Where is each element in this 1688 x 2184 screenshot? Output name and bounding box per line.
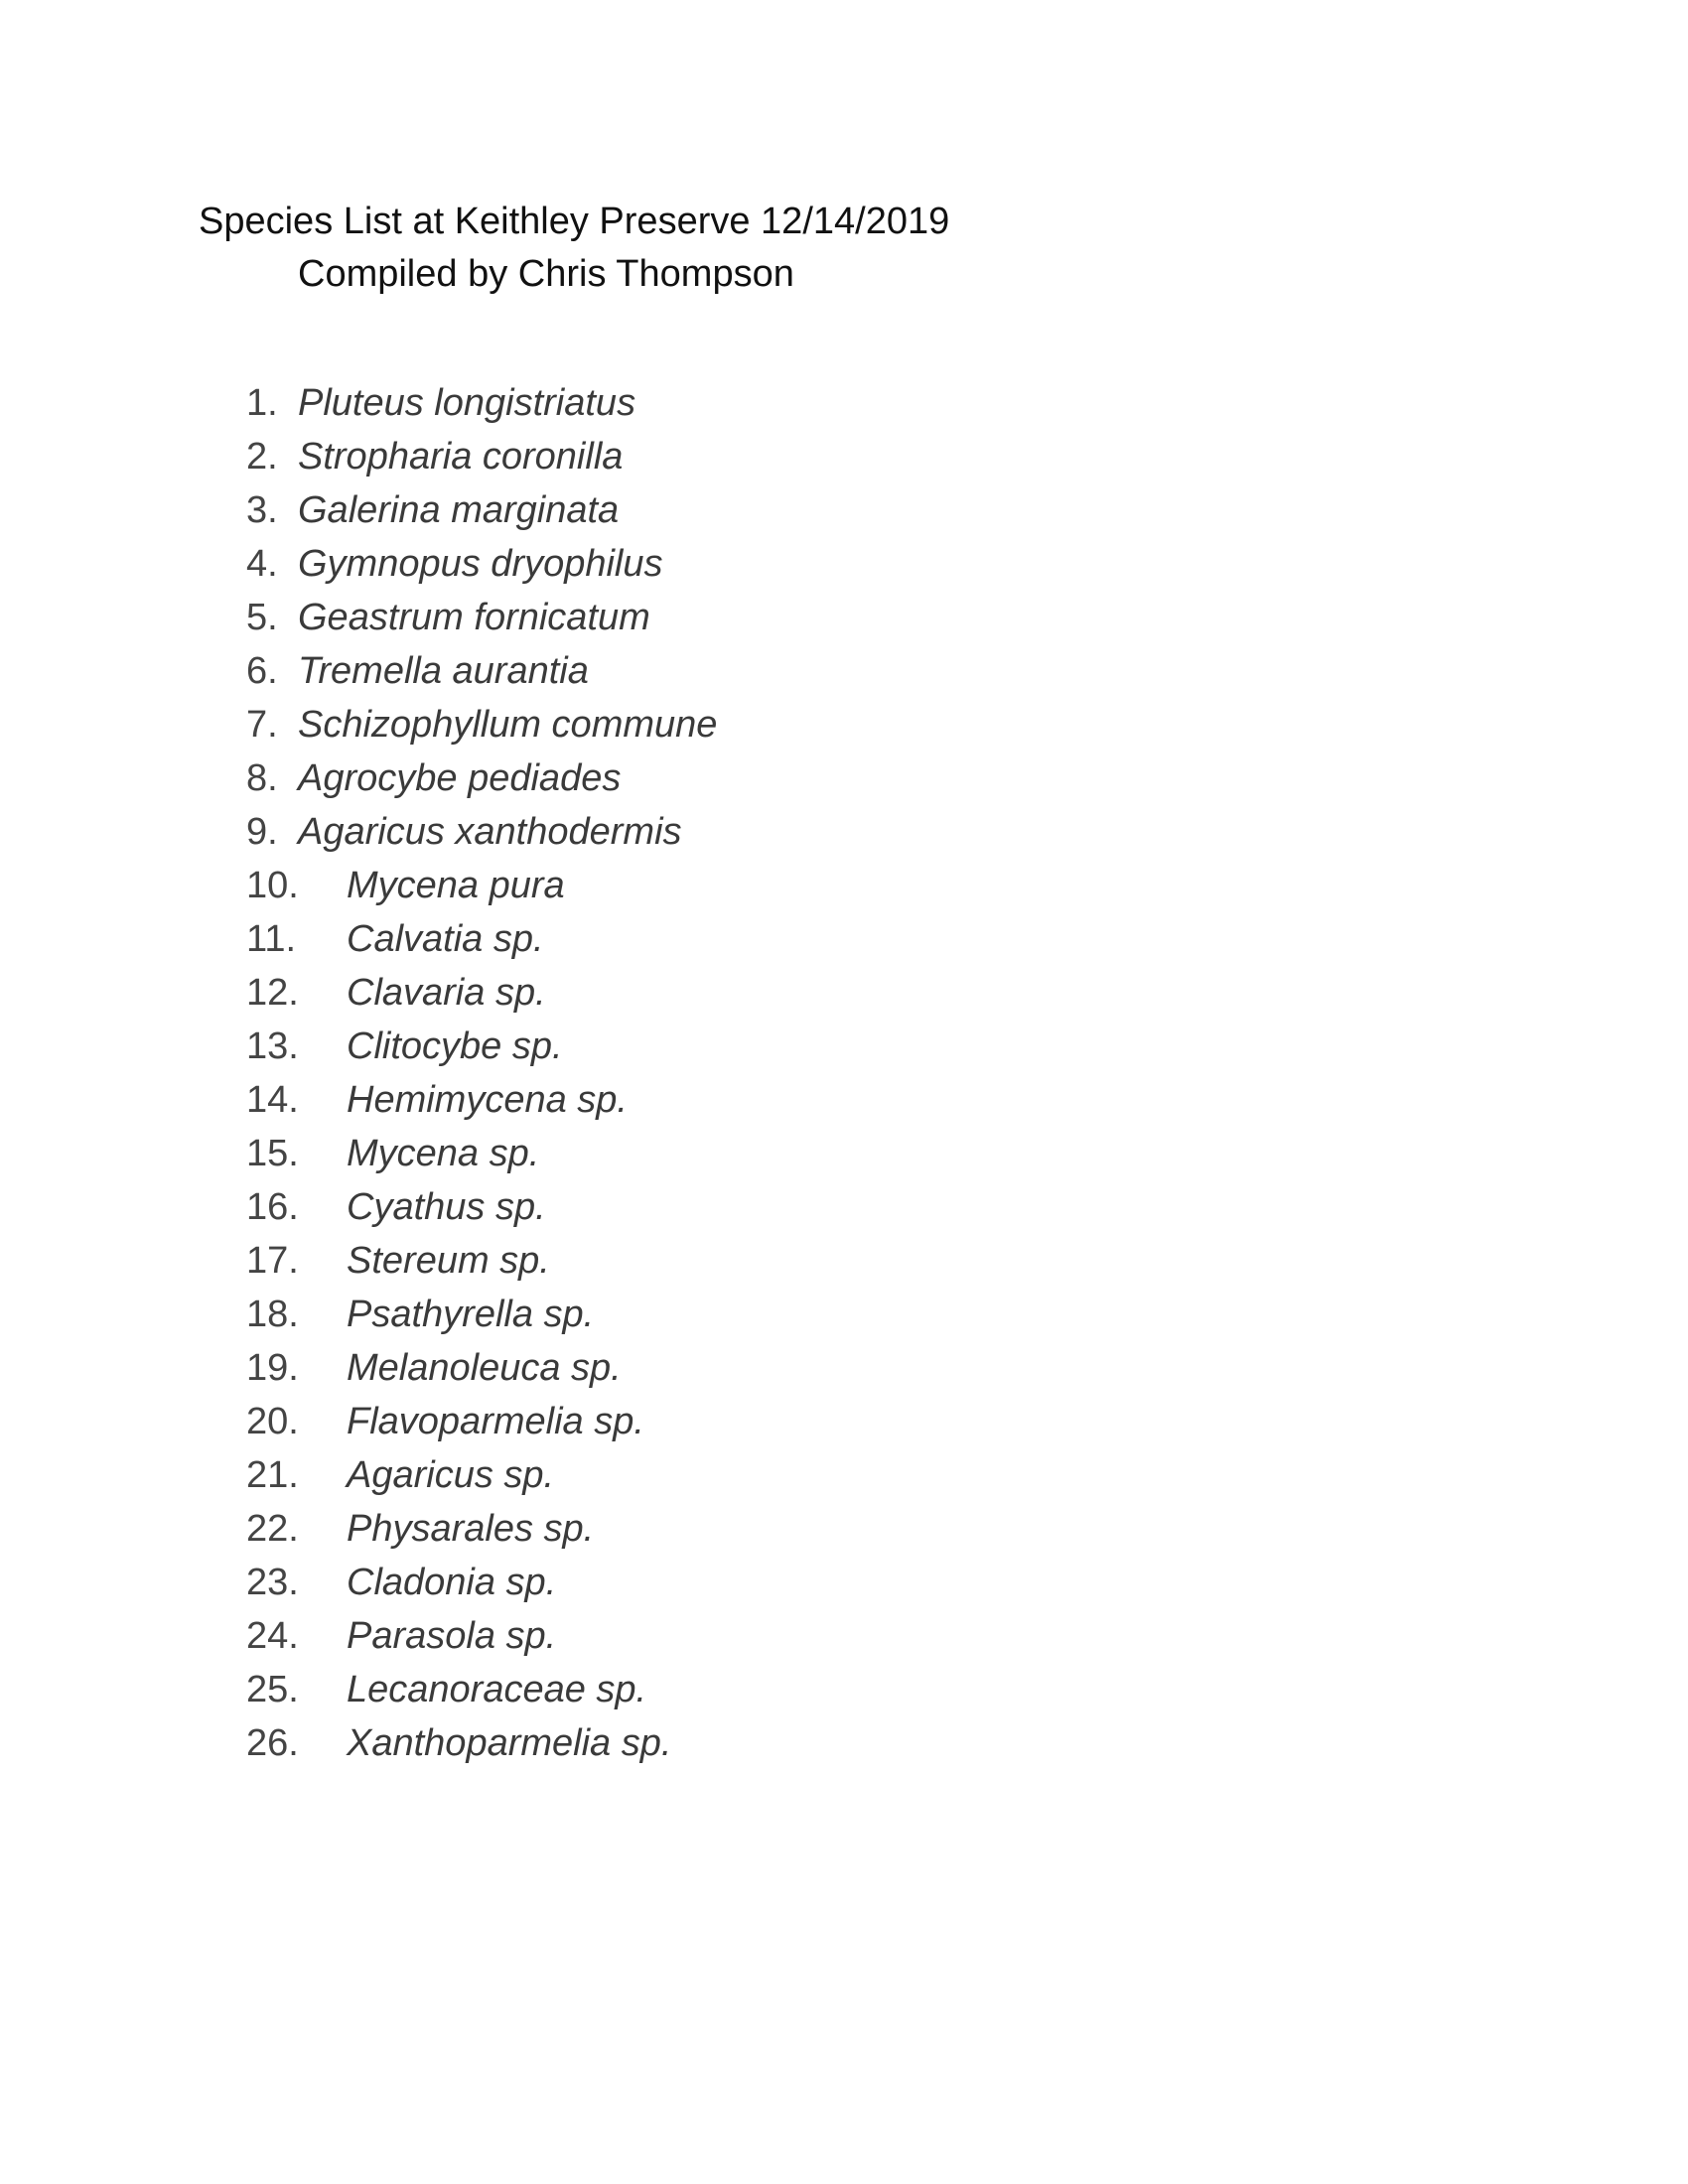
species-name: Schizophyllum commune <box>298 704 718 746</box>
species-name: Agaricus xanthodermis <box>298 811 682 853</box>
species-name: Tremella aurantia <box>298 650 589 692</box>
species-name: Agaricus sp. <box>347 1454 555 1496</box>
list-item-number: 13. <box>246 1025 299 1067</box>
list-item-number: 26. <box>246 1722 299 1764</box>
list-item-number: 25. <box>246 1669 299 1710</box>
list-item-number: 6. <box>246 650 278 692</box>
list-item-number: 10. <box>246 865 299 906</box>
list-item-number: 3. <box>246 489 278 531</box>
species-name: Cyathus sp. <box>347 1186 546 1228</box>
species-name: Clitocybe sp. <box>347 1025 563 1067</box>
species-name: Psathyrella sp. <box>347 1294 595 1335</box>
list-item-number: 2. <box>246 436 278 478</box>
species-name: Stereum sp. <box>347 1240 550 1282</box>
list-item-number: 15. <box>246 1133 299 1174</box>
species-name: Calvatia sp. <box>347 918 544 960</box>
species-name: Pluteus longistriatus <box>298 382 636 424</box>
species-name: Gymnopus dryophilus <box>298 543 663 585</box>
species-name: Flavoparmelia sp. <box>347 1401 644 1442</box>
list-item-number: 9. <box>246 811 278 853</box>
species-name: Melanoleuca sp. <box>347 1347 622 1389</box>
list-item-number: 11. <box>246 918 297 960</box>
species-name: Mycena sp. <box>347 1133 540 1174</box>
species-name: Parasola sp. <box>347 1615 557 1657</box>
species-name: Stropharia coronilla <box>298 436 624 478</box>
list-item-number: 1. <box>246 382 278 424</box>
list-item-number: 8. <box>246 757 278 799</box>
list-item-number: 14. <box>246 1079 299 1121</box>
document-title: Species List at Keithley Preserve 12/14/2019 <box>199 201 950 242</box>
list-item-number: 23. <box>246 1562 299 1603</box>
species-name: Geastrum fornicatum <box>298 597 650 638</box>
list-item-number: 16. <box>246 1186 299 1228</box>
species-name: Clavaria sp. <box>347 972 546 1014</box>
list-item-number: 17. <box>246 1240 299 1282</box>
species-name: Physarales sp. <box>347 1508 595 1550</box>
list-item-number: 7. <box>246 704 278 746</box>
list-item-number: 22. <box>246 1508 299 1550</box>
list-item-number: 24. <box>246 1615 299 1657</box>
species-name: Mycena pura <box>347 865 565 906</box>
document-subtitle: Compiled by Chris Thompson <box>298 253 794 295</box>
species-name: Agrocybe pediades <box>298 757 622 799</box>
list-item-number: 5. <box>246 597 278 638</box>
list-item-number: 4. <box>246 543 278 585</box>
species-name: Cladonia sp. <box>347 1562 557 1603</box>
species-name: Galerina marginata <box>298 489 620 531</box>
list-item-number: 18. <box>246 1294 299 1335</box>
species-name: Hemimycena sp. <box>347 1079 628 1121</box>
list-item-number: 12. <box>246 972 299 1014</box>
list-item-number: 21. <box>246 1454 299 1496</box>
list-item-number: 20. <box>246 1401 299 1442</box>
list-item-number: 19. <box>246 1347 299 1389</box>
species-name: Lecanoraceae sp. <box>347 1669 647 1710</box>
species-name: Xanthoparmelia sp. <box>347 1722 672 1764</box>
